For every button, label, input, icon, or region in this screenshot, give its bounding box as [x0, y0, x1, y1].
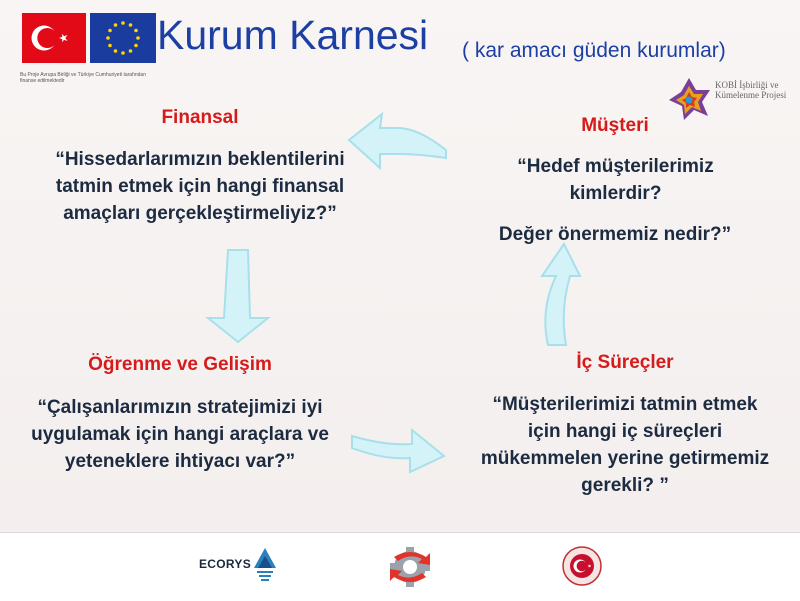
ogrenme-title: Öğrenme ve Gelişim	[88, 354, 272, 375]
icsurecler-title: İç Süreçler	[576, 352, 674, 373]
page-subtitle: ( kar amacı güden kurumlar)	[462, 39, 726, 62]
gear-logo-icon	[386, 545, 434, 587]
arrow-musteri-to-finansal	[349, 114, 446, 168]
funding-note: Bu Proje Avrupa Birliği ve Türkiye Cumhuriyeti tarafından finanse edilmektedir	[20, 72, 146, 84]
finansal-title: Finansal	[161, 107, 239, 128]
arrow-ogrenme-to-icsurecler	[352, 430, 444, 472]
ecorys-logo-text: ECORYS	[199, 557, 252, 571]
ministry-seal-icon	[562, 546, 602, 586]
musteri-title: Müşteri	[581, 115, 649, 136]
ecorys-logo-icon	[254, 548, 276, 582]
icsurecler-question: “Müşterilerimizi tatmin etmek için hangi iç süreçleri mükemmelen yerine getirmemiz gerekli? ”	[480, 394, 770, 496]
arrow-icsurecler-to-musteri	[542, 244, 580, 345]
kobi-logo-text: KOBİ İşbirliği ve Kümelenme Projesi	[715, 80, 787, 100]
ogrenme-question: “Çalışanlarımızın stratejimizi iyi uygulamak için hangi araçlara ve yeteneklere ihtiyacı var?”	[31, 397, 329, 472]
page-title: Kurum Karnesi	[157, 12, 429, 58]
finansal-question: “Hissedarlarımızın beklentilerini tatmin etmek için hangi finansal amaçları gerçekleştirmeliyiz?”	[55, 149, 345, 224]
musteri-question-1: “Hedef müşterilerimiz kimlerdir?	[517, 156, 714, 204]
musteri-question-2: Değer önermemiz nedir?”	[498, 224, 732, 245]
arrow-finansal-to-ogrenme	[208, 250, 268, 342]
